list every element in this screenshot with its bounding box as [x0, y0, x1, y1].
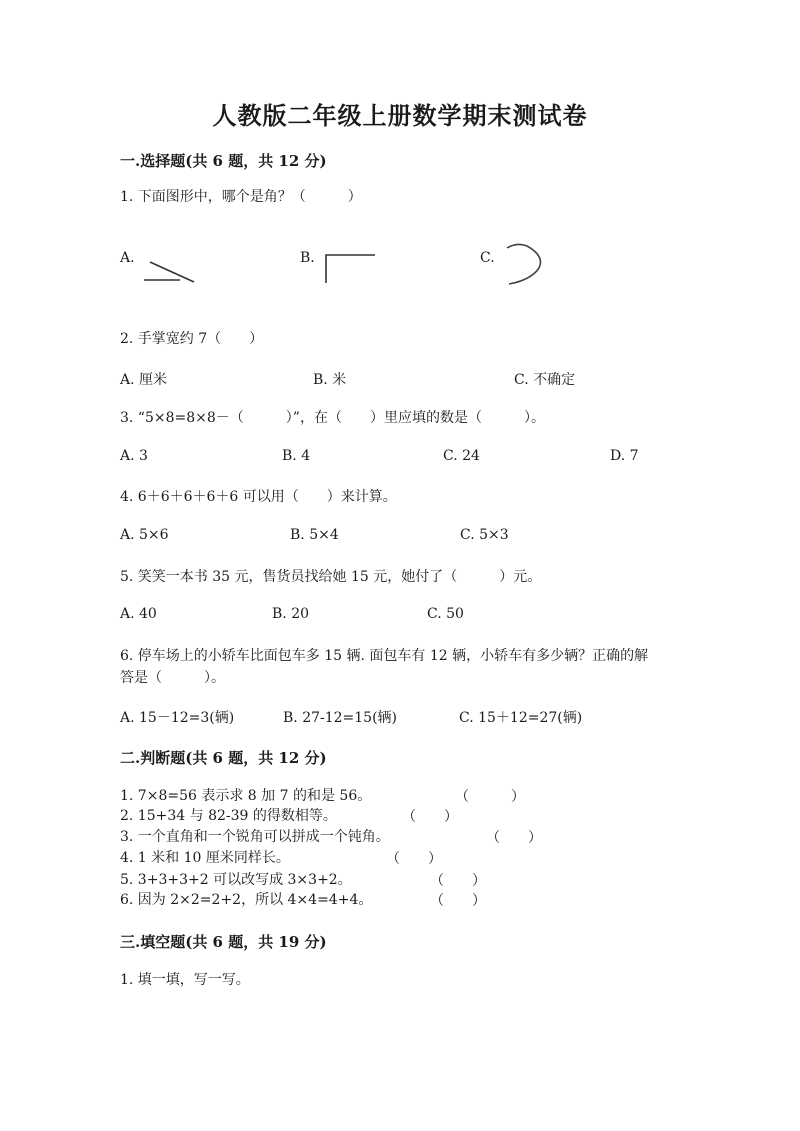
acute-angle-icon	[142, 256, 202, 286]
section-header-true-false: 二.判断题(共 6 题，共 12 分)	[120, 749, 327, 767]
question-1-2: 2. 手掌宽约 7（ ）	[120, 331, 264, 347]
page-title: 人教版二年级上册数学期末测试卷	[212, 101, 588, 130]
option-1-4-a: A. 5×6	[120, 527, 169, 543]
option-1-4-c: C. 5×3	[460, 527, 509, 543]
option-1-3-a: A. 3	[120, 448, 148, 464]
question-1-4: 4. 6＋6＋6＋6＋6 可以用（ ）来计算。	[120, 489, 397, 505]
option-1-6-c: C. 15＋12=27(辆)	[459, 710, 583, 726]
tf-answer-paren-5: （ ）	[430, 873, 486, 889]
tf-item-2: 2. 15+34 与 82-39 的得数相等。	[120, 808, 337, 824]
tf-answer-paren-4: （ ）	[386, 851, 442, 867]
question-1-6: 6. 停车场上的小轿车比面包车多 15 辆. 面包车有 12 辆，小轿车有多少辆？正确的解答是（ ）。	[120, 648, 649, 686]
option-1-1-a: A.	[120, 250, 135, 266]
option-1-1-b: B.	[300, 250, 315, 266]
right-angle-icon	[323, 253, 379, 285]
section-header-choice: 一.选择题(共 6 题，共 12 分)	[120, 152, 327, 170]
question-1-1: 1. 下面图形中，哪个是角？（ ）	[120, 189, 362, 205]
option-1-2-a: A. 厘米	[120, 372, 168, 388]
option-1-1-c: C.	[480, 250, 495, 266]
tf-answer-paren-1: （ ）	[455, 789, 525, 805]
tf-item-6: 6. 因为 2×2=2+2，所以 4×4=4+4。	[120, 892, 373, 908]
tf-item-5: 5. 3+3+3+2 可以改写成 3×3+2。	[120, 872, 352, 888]
option-1-6-b: B. 27-12=15(辆)	[283, 710, 398, 726]
option-1-2-c: C. 不确定	[514, 372, 576, 388]
question-1-3: 3. “5×8=8×8－（ ）”，在（ ）里应填的数是（ ）。	[120, 410, 545, 426]
tf-answer-paren-3: （ ）	[486, 830, 542, 846]
tf-item-3: 3. 一个直角和一个锐角可以拼成一个钝角。	[120, 829, 390, 845]
option-1-6-a: A. 15－12=3(辆)	[120, 710, 235, 726]
section-header-fill-in: 三.填空题(共 6 题，共 19 分)	[120, 933, 327, 951]
question-1-5: 5. 笑笑一本书 35 元，售货员找给她 15 元，她付了（ ）元。	[120, 569, 542, 585]
curve-icon	[503, 242, 547, 288]
option-1-3-b: B. 4	[282, 448, 311, 464]
option-1-4-b: B. 5×4	[290, 527, 339, 543]
tf-answer-paren-6: （ ）	[430, 893, 486, 909]
tf-answer-paren-2: （ ）	[402, 809, 458, 825]
tf-item-4: 4. 1 米和 10 厘米同样长。	[120, 850, 290, 866]
option-1-2-b: B. 米	[313, 372, 347, 388]
option-1-3-c: C. 24	[443, 448, 480, 464]
tf-item-1: 1. 7×8=56 表示求 8 加 7 的和是 56。	[120, 788, 372, 804]
question-3-1: 1. 填一填，写一写。	[120, 972, 250, 988]
option-1-5-b: B. 20	[272, 606, 310, 622]
option-1-5-c: C. 50	[427, 606, 464, 622]
option-1-3-d: D. 7	[610, 448, 639, 464]
option-1-5-a: A. 40	[120, 606, 157, 622]
